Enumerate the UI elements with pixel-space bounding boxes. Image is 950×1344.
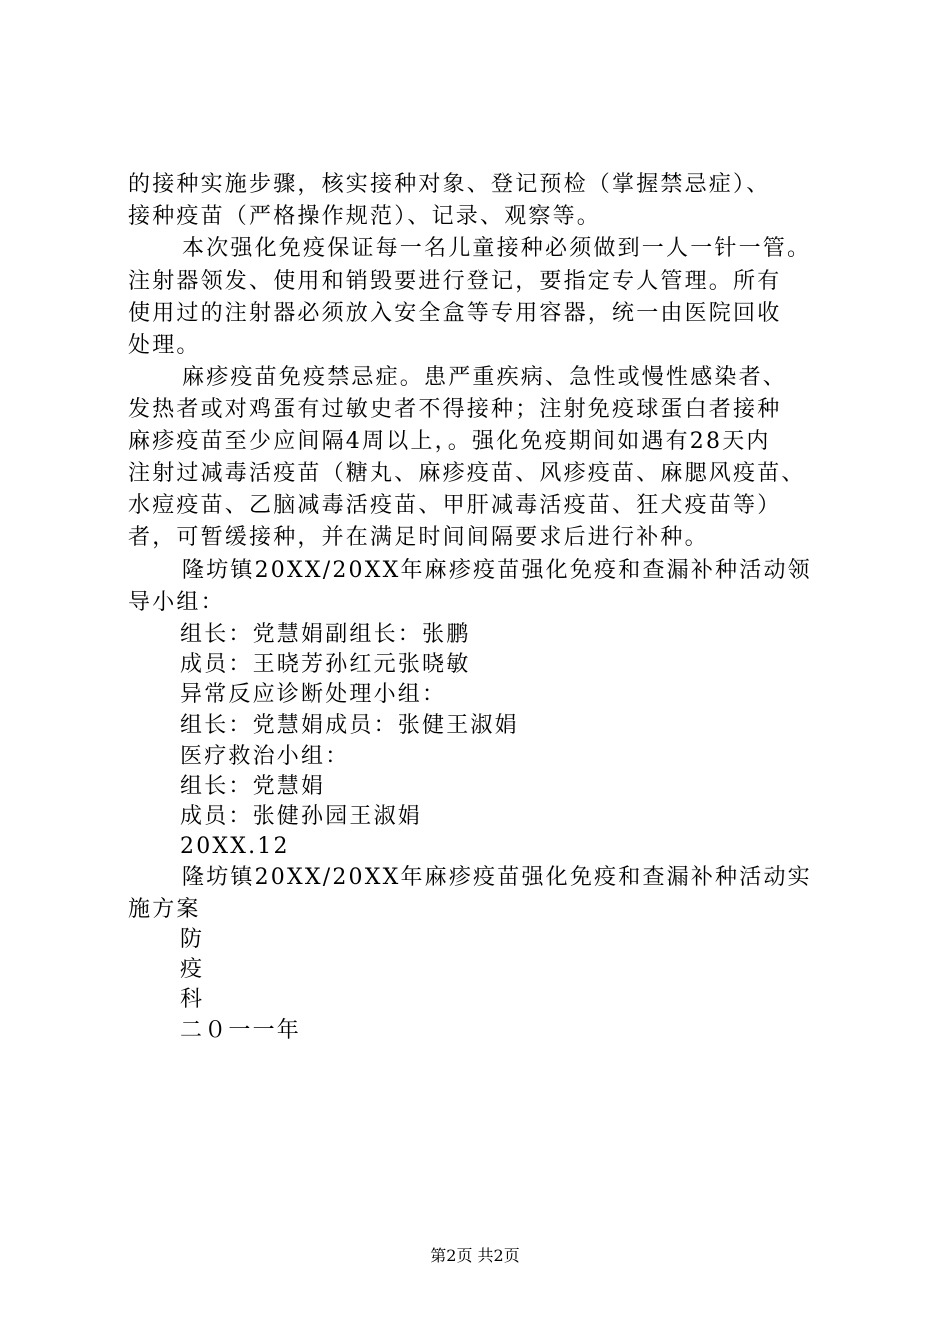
- text-line: 成员：王晓芳孙红元张晓敏: [180, 652, 471, 677]
- text-line: 成员：张健孙园王淑娟: [180, 804, 423, 829]
- text-line: 科: [180, 987, 205, 1012]
- text-line: 组长：党慧娟: [180, 774, 326, 799]
- text-line: 疫: [180, 957, 205, 982]
- text-line: 二０一一年: [180, 1018, 302, 1043]
- text-line: 本次强化免疫保证每一名儿童接种必须做到一人一针一管。: [182, 236, 812, 261]
- text-line: 的接种实施步骤，核实接种对象、登记预检（掌握禁忌症）、: [128, 172, 771, 197]
- text-line: 水痘疫苗、乙脑减毒活疫苗、甲肝减毒活疫苗、狂犬疫苗等）: [128, 493, 782, 518]
- text-line: 发热者或对鸡蛋有过敏史者不得接种；注射免疫球蛋白者接种: [128, 397, 782, 422]
- text-line: 导小组：: [128, 590, 225, 615]
- text-line: 麻疹疫苗免疫禁忌症。患严重疾病、急性或慢性感染者、: [182, 365, 788, 390]
- text-line: 施方案: [128, 897, 201, 922]
- text-line: 异常反应诊断处理小组：: [180, 682, 447, 707]
- text-line: 隆坊镇20XX/20XX年麻疹疫苗强化免疫和查漏补种活动领: [182, 558, 812, 583]
- text-line: 组长：党慧娟副组长：张鹏: [180, 622, 471, 647]
- text-line: 注射器领发、使用和销毁要进行登记，要指定专人管理。所有: [128, 269, 782, 294]
- text-line: 医疗救治小组：: [180, 744, 350, 769]
- text-line: 隆坊镇20XX/20XX年麻疹疫苗强化免疫和查漏补种活动实: [182, 865, 812, 890]
- text-line: 防: [180, 927, 205, 952]
- text-line: 使用过的注射器必须放入安全盒等专用容器，统一由医院回收: [128, 301, 782, 326]
- text-line: 注射过减毒活疫苗（糖丸、麻疹疫苗、风疹疫苗、麻腮风疫苗、: [128, 461, 806, 486]
- page-number-footer: 第2页 共2页: [430, 1246, 520, 1265]
- text-line: 接种疫苗（严格操作规范）、记录、观察等。: [128, 204, 602, 229]
- text-line: 麻疹疫苗至少应间隔4周以上，。强化免疫期间如遇有28天内: [128, 429, 771, 454]
- text-line: 20XX.12: [180, 834, 290, 859]
- text-line: 处理。: [128, 333, 201, 358]
- text-line: 者，可暂缓接种，并在满足时间间隔要求后进行补种。: [128, 525, 709, 550]
- text-line: 组长：党慧娟成员：张健王淑娟: [180, 713, 519, 738]
